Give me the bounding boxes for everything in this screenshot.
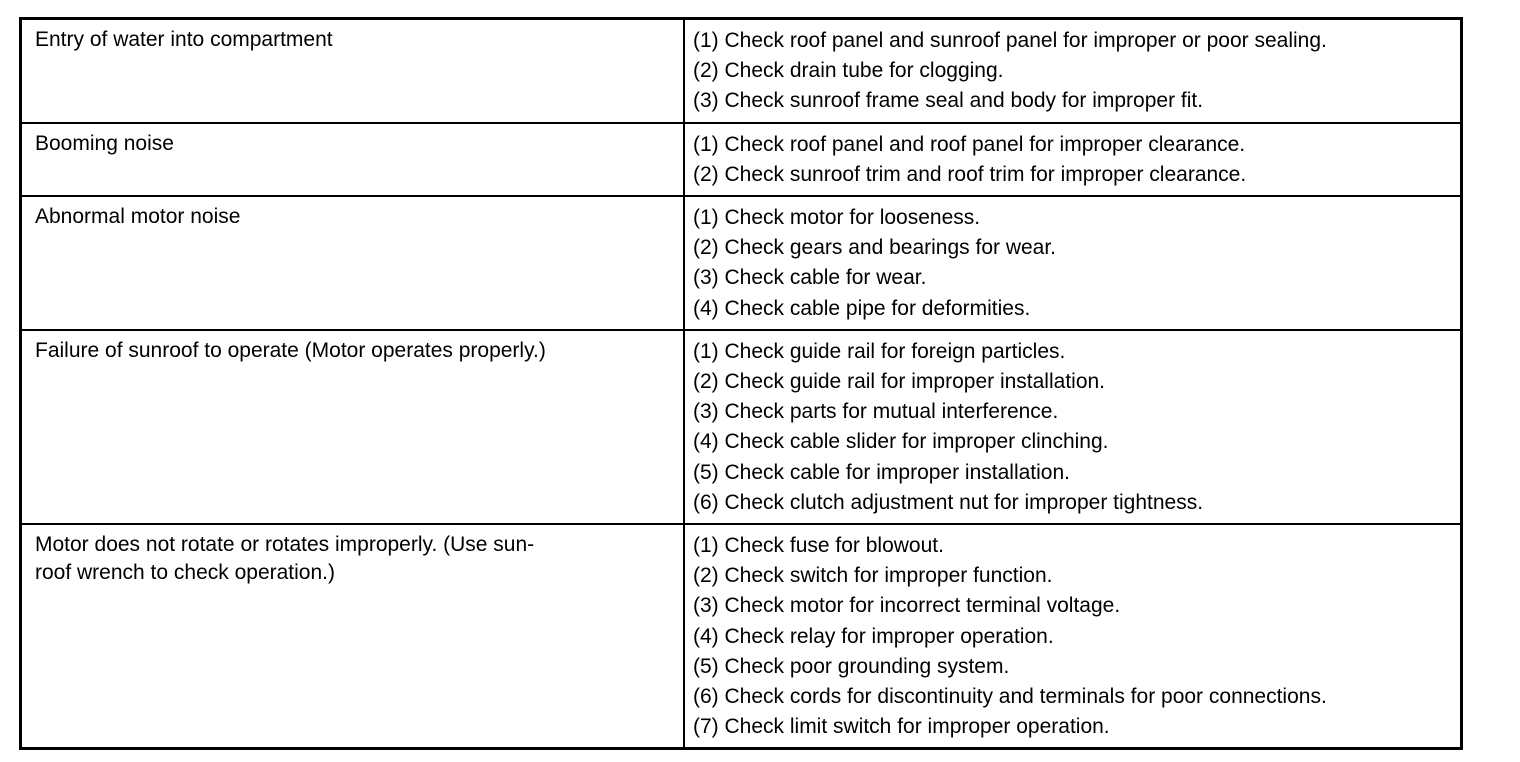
check-item: (2) Check drain tube for clogging. [693,59,1004,83]
checks-cell [684,123,1462,196]
check-item: (6) Check clutch adjustment nut for improper tightness. [693,490,1204,514]
check-item: (1) Check motor for looseness. [693,206,981,230]
table-row [21,19,1462,123]
check-item: (3) Check cable for wear. [693,266,927,290]
symptom-cell [21,19,685,123]
check-item: (2) Check sunroof trim and roof trim for improper clearance. [693,162,1247,186]
checks-cell [684,19,1462,123]
checks-cell [684,524,1462,749]
check-item: (2) Check gears and bearings for wear. [693,236,1057,260]
checks-cell [684,330,1462,524]
symptom-cell [21,196,685,330]
symptom-text: Booming noise [35,131,174,155]
check-item: (5) Check poor grounding system. [693,654,1010,678]
check-item: (4) Check cable slider for improper clinching. [693,430,1109,454]
table-row [21,196,1462,330]
check-item: (1) Check roof panel and sunroof panel for improper or poor sealing. [693,29,1327,52]
symptom-text: Abnormal motor noise [35,205,241,229]
table-row [21,330,1462,524]
symptom-cell [21,524,685,749]
check-item: (1) Check roof panel and roof panel for improper clearance. [693,132,1246,156]
check-item: (6) Check cords for discontinuity and terminals for poor connections. [693,685,1327,709]
check-item: (1) Check guide rail for foreign particles. [693,339,1066,363]
table-row [21,524,1462,749]
check-item: (7) Check limit switch for improper operation. [693,715,1110,739]
check-item: (4) Check cable pipe for deformities. [693,296,1031,320]
table-row [21,123,1462,196]
checks-cell [684,196,1462,330]
check-item: (3) Check sunroof frame seal and body for improper fit. [693,89,1204,113]
check-item: (1) Check fuse for blowout. [693,534,944,558]
check-item: (2) Check switch for improper function. [693,564,1053,588]
check-item: (4) Check relay for improper operation. [693,624,1054,648]
troubleshooting-table [19,17,1463,750]
symptom-cell [21,330,685,524]
symptom-text: Entry of water into compartment [35,28,333,51]
symptom-cell [21,123,685,196]
symptom-text: Failure of sunroof to operate (Motor operates properly.) [35,338,546,362]
check-item: (3) Check motor for incorrect terminal voltage. [693,594,1121,618]
check-item: (5) Check cable for improper installation. [693,460,1070,484]
check-item: (3) Check parts for mutual interference. [693,400,1059,424]
table-body [21,19,1462,749]
symptom-text: Motor does not rotate or rotates improperly. (Use sun- roof wrench to check operation.) [35,533,535,585]
check-item: (2) Check guide rail for improper installation. [693,370,1106,394]
